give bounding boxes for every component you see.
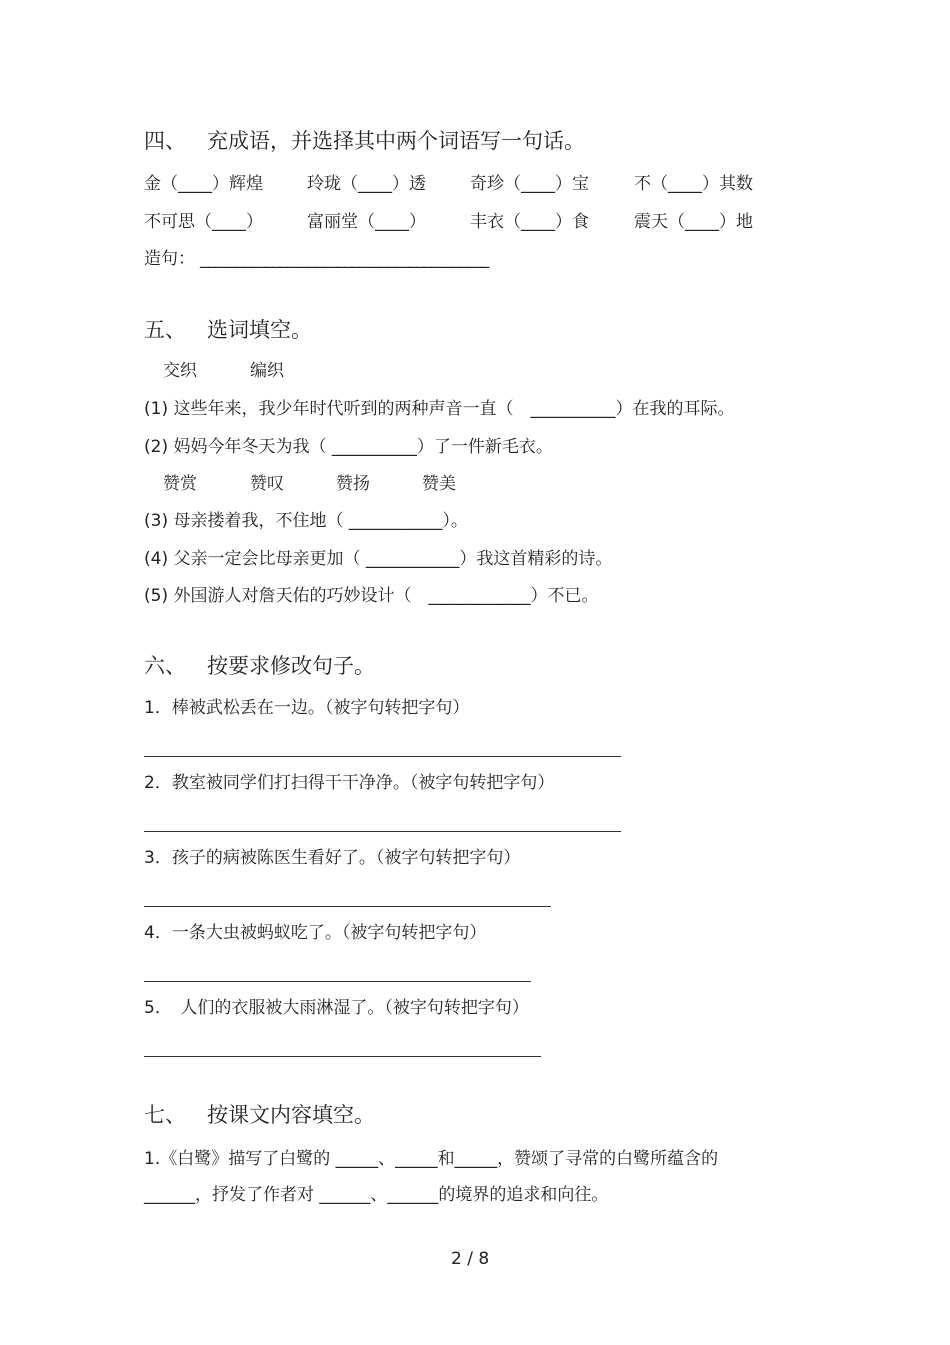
page-number: 2 / 8 [451, 1249, 490, 1269]
sentence-label: 造句： [144, 249, 195, 269]
section-6-heading: 按要求修改句子。 [207, 654, 375, 678]
section-5-number: 五、 [144, 318, 186, 342]
word-choice: 交织 [163, 361, 197, 381]
fill-item: (4) 父亲一定会比母亲更加（ ___________）我这首精彩的诗。 [144, 549, 613, 569]
section-4-number: 四、 [144, 129, 186, 153]
fill-item: (1) 这些年来，我少年时代听到的两种声音一直（ __________）在我的耳际。 [144, 399, 735, 419]
idiom-item: 不（____）其数 [634, 174, 753, 194]
idiom-item: 玲珑（____）透 [307, 174, 426, 194]
idiom-item: 丰衣（____）食 [470, 212, 589, 232]
idiom-item: 富丽堂（____） [307, 212, 426, 232]
section-7-number: 七、 [144, 1103, 186, 1127]
idiom-item: 不可思（____） [144, 212, 263, 232]
idiom-item: 奇珍（____）宝 [470, 174, 589, 194]
answer-line[interactable] [144, 981, 531, 982]
word-choice: 赞扬 [336, 474, 370, 494]
rewrite-item: 5． 人们的衣服被大雨淋湿了。（被字句转把字句） [144, 998, 529, 1018]
fill-item: (2) 妈妈今年冬天为我（ __________）了一件新毛衣。 [144, 437, 553, 457]
recall-line: 1.《白鹭》描写了白鹭的 _____、_____和_____，赞颂了寻常的白鹭所蕴含的 [144, 1149, 719, 1169]
section-5-heading: 选词填空。 [207, 318, 312, 342]
recall-line: ______，抒发了作者对 ______、______的境界的追求和向往。 [144, 1185, 609, 1205]
idiom-item: 震天（____）地 [634, 212, 753, 232]
section-7-heading: 按课文内容填空。 [207, 1103, 375, 1127]
idiom-item: 金（____）辉煌 [144, 174, 263, 194]
section-4-heading: 充成语，并选择其中两个词语写一句话。 [207, 129, 585, 153]
answer-line[interactable] [144, 906, 551, 907]
word-choice: 赞赏 [163, 474, 197, 494]
answer-line[interactable] [144, 1056, 541, 1057]
rewrite-item: 2．教室被同学们打扫得干干净净。（被字句转把字句） [144, 773, 555, 793]
section-6-number: 六、 [144, 654, 186, 678]
fill-item: (5) 外国游人对詹天佑的巧妙设计（ ____________）不已。 [144, 586, 599, 606]
rewrite-item: 1．棒被武松丢在一边。（被字句转把字句） [144, 698, 470, 718]
word-choice: 赞叹 [250, 474, 284, 494]
rewrite-item: 4．一条大虫被蚂蚁吃了。（被字句转把字句） [144, 923, 487, 943]
answer-line[interactable] [144, 756, 621, 757]
rewrite-item: 3．孩子的病被陈医生看好了。（被字句转把字句） [144, 848, 521, 868]
fill-item: (3) 母亲搂着我，不住地（ ___________）。 [144, 511, 468, 531]
sentence-blank[interactable]: ________________________________________ [200, 249, 489, 269]
answer-line[interactable] [144, 831, 621, 832]
word-choice: 赞美 [422, 474, 456, 494]
word-choice: 编织 [250, 361, 284, 381]
